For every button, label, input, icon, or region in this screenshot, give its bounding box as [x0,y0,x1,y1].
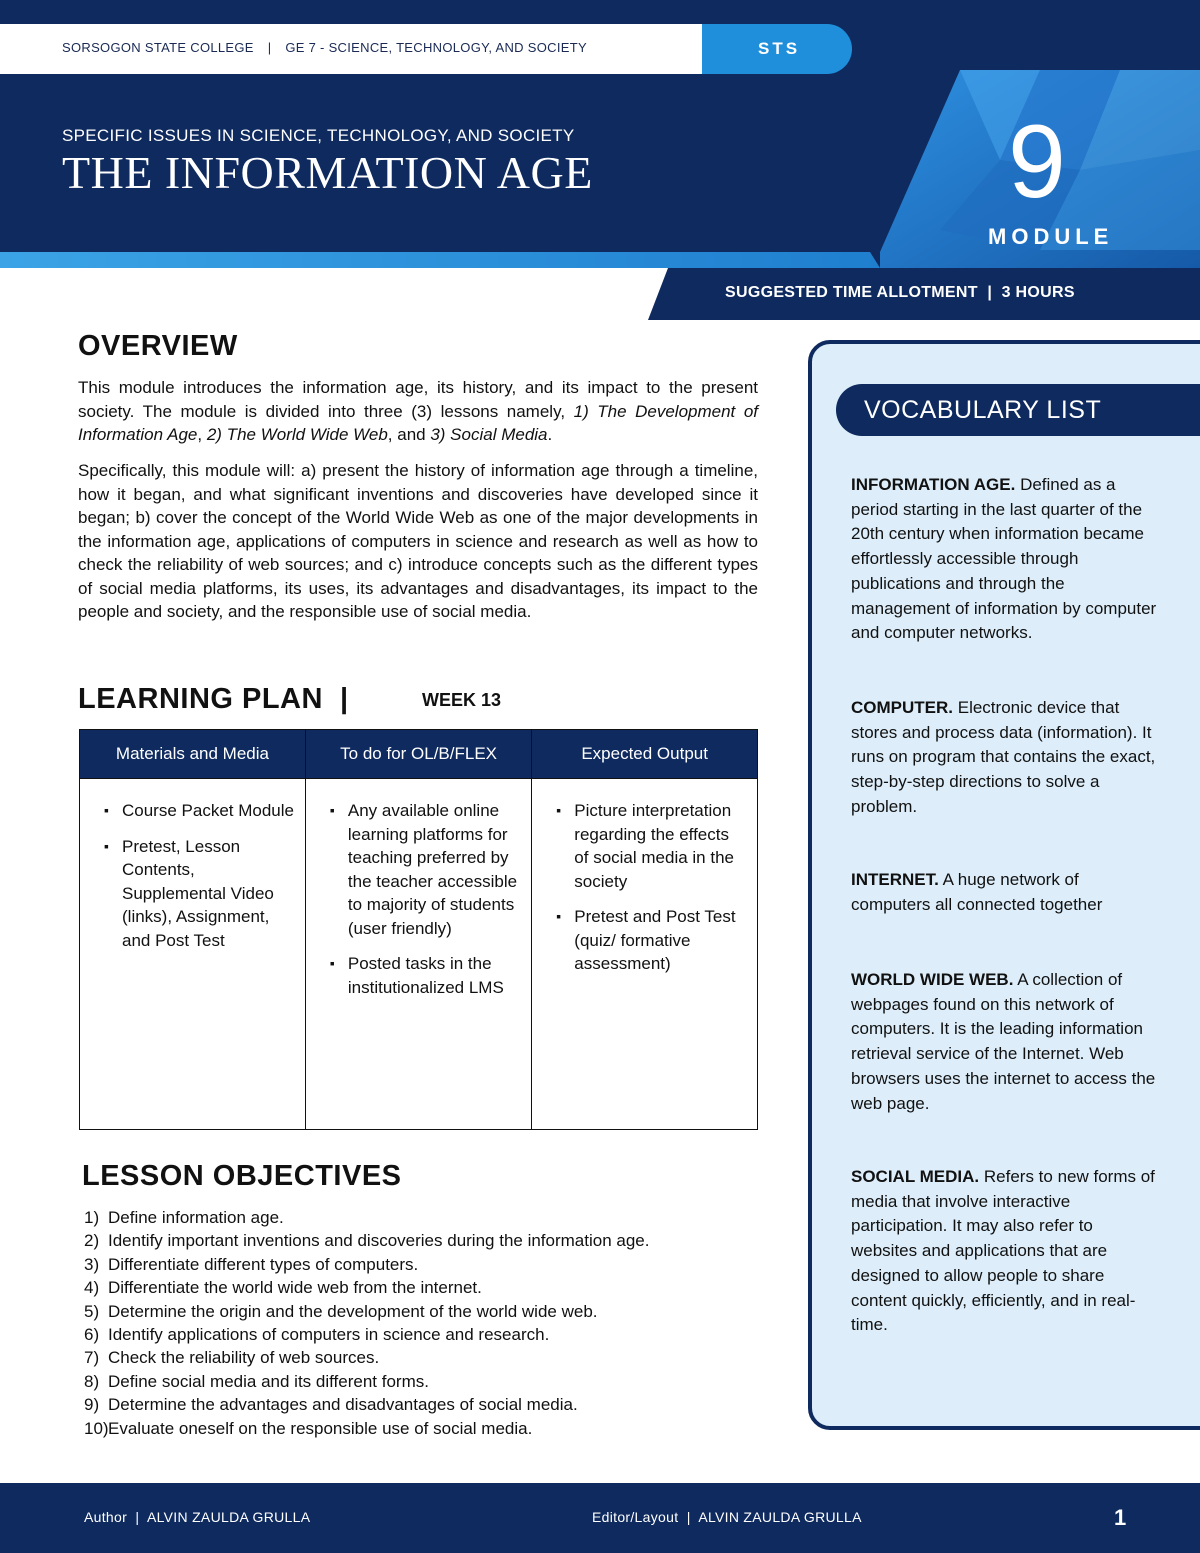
vocab-term: WORLD WIDE WEB. [851,970,1014,989]
vocab-term: INFORMATION AGE. [851,475,1016,494]
learning-plan-table [79,729,758,1130]
module-label: MODULE [988,224,1114,249]
vocab-definition: Electronic device that stores and process data (information). It runs on program that contains the exact, step-by-step directions to solve a problem. [851,698,1156,816]
sts-tab: STS [702,24,852,74]
objective-item: 7) Check the reliability of web sources. [84,1348,380,1368]
overview-paragraph-1: This module introduces the information age, its history, and its impact to the present society. The module is divided into three (3) lessons namely, 1) The Development of Information Age, 2) The World Wide Web, and 3) Social Media. [78,378,759,444]
materials-cell [80,779,306,1130]
page-number: 1 [1114,1505,1127,1530]
output-item: ▪ Picture interpretation regarding the effects of social media in the society [574,799,747,893]
footer-editor: Editor/Layout | ALVIN ZAULDA GRULLA [592,1509,862,1525]
materials-item: ▪ Pretest, Lesson Contents, Supplemental Video (links), Assignment, and Post Test [122,835,295,953]
footer-author: Author | ALVIN ZAULDA GRULLA [84,1509,311,1525]
time-allotment: SUGGESTED TIME ALLOTMENT | 3 HOURS [725,284,1075,301]
vocab-definition: Refers to new forms of media that involve interactive participation. It may also refer to websites and applications that are designed to allow people to share content quickly, efficiently, and in real-time. [851,1167,1155,1335]
lesson-3: 3) Social Media [430,425,548,444]
course-name: GE 7 - SCIENCE, TECHNOLOGY, AND SOCIETY [285,40,587,55]
column-header-materials: Materials and Media [80,730,306,779]
page-title: THE INFORMATION AGE [62,147,593,198]
column-header-output: Expected Output [532,730,758,779]
week-label: WEEK 13 [422,690,502,710]
vocab-term: COMPUTER. [851,698,953,717]
vocab-definition: A huge network of computers all connected together [851,870,1103,914]
objectives-list [84,1206,649,1440]
vocab-entry-social-media [851,1165,1161,1338]
overview-paragraph-2: Specifically, this module will: a) present the history of information age through a timeline, how it began, and what significant inventions and discoveries have developed since it began; b) cover the concept of the World Wide Web as one of the major developments in the information age, applications of computers in science and research as well as how to check the reliability of web sources; and c) introduce concepts such as the different types of social media platforms, its uses, its advantages and disadvantages, its impact to the people and society, and the responsible use of social media. [78,461,758,621]
todo-cell [305,779,531,1130]
lesson-2: 2) The World Wide Web [206,425,388,444]
vocabulary-heading: VOCABULARY LIST [836,384,1200,436]
vocab-entry-internet [851,868,1161,917]
objective-item: 5) Determine the origin and the development of the world wide web. [84,1301,598,1321]
vocab-term: INTERNET. [851,870,939,889]
overview-and: and [397,425,426,444]
materials-item: ▪ Course Packet Module [122,799,295,823]
overview-intro: This module introduces the information age, its history, and its impact to the present society. The module is divided into three (3) lessons namely, [78,378,758,421]
objective-item: 8) Define social media and its different forms. [84,1371,429,1391]
vocab-entry-world-wide-web [851,968,1161,1116]
header-separator: | [267,40,272,55]
output-cell [532,779,758,1130]
todo-item: ▪ Any available online learning platforms for teaching preferred by the teacher accessible to majority of students (user friendly) [348,799,521,940]
objectives-heading: LESSON OBJECTIVES [82,1160,402,1192]
objective-item: 3) Differentiate different types of computers. [84,1254,419,1274]
module-subtitle: SPECIFIC ISSUES IN SCIENCE, TECHNOLOGY, AND SOCIETY [62,126,575,145]
objective-item: 4) Differentiate the world wide web from the internet. [84,1278,482,1298]
vocab-definition: Defined as a period starting in the last quarter of the 20th century when information became effortlessly accessible through publications and through the management of information by computer and computer networks. [851,475,1157,643]
vocab-entry-information-age [851,473,1161,646]
overview-heading: OVERVIEW [78,330,238,362]
column-header-todo: To do for OL/B/FLEX [305,730,531,779]
lesson-1: 1) The Development of Information Age [78,401,759,444]
vocab-definition: A collection of webpages found on this network of computers. It is the leading information retrieval service of the Internet. Web browsers uses the internet to access the web page. [851,970,1156,1113]
learning-plan-heading: LEARNING PLAN | [78,683,349,715]
todo-item: ▪ Posted tasks in the institutionalized LMS [348,952,521,999]
objective-item: 10)Evaluate oneself on the responsible use of social media. [84,1418,533,1438]
college-name: SORSOGON STATE COLLEGE [62,40,254,55]
header-course-line [62,40,587,55]
module-number: 9 [1008,104,1066,220]
vocab-entry-computer [851,696,1161,820]
output-item: ▪ Pretest and Post Test (quiz/ formative assessment) [574,905,747,976]
objective-item: 9) Determine the advantages and disadvantages of social media. [84,1395,578,1415]
objective-item: 6) Identify applications of computers in science and research. [84,1325,550,1345]
objective-item: 1) Define information age. [84,1208,284,1227]
objective-item: 2) Identify important inventions and discoveries during the information age. [84,1231,650,1251]
vocab-term: SOCIAL MEDIA. [851,1167,980,1186]
